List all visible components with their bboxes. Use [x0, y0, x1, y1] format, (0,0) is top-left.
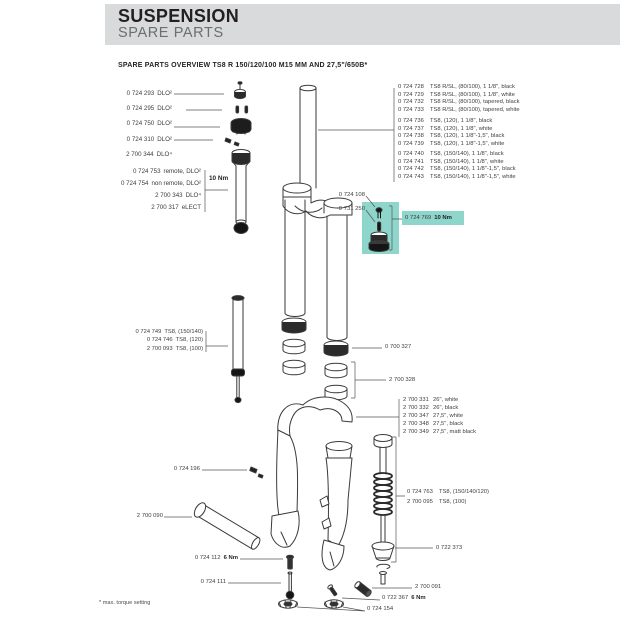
part-desc: eLECT: [181, 204, 201, 211]
part-row: [407, 488, 489, 498]
ring-left-2: [283, 360, 305, 375]
part-number: 0 724 293: [126, 90, 155, 97]
part-number: 0 724 295: [126, 105, 155, 113]
part-number: 0 724 732: [398, 99, 424, 106]
part-desc: TS8, (150/140), 1 1/8"-1,5", white: [430, 173, 516, 180]
flange-nut-right: [325, 600, 344, 608]
label-group-steerer-120: [398, 118, 504, 148]
part-desc: TS8 R/SL, (80/100), 1 1/8", black: [430, 84, 515, 90]
part-row: [403, 420, 476, 428]
part-desc: non remote, DLO²: [151, 180, 201, 187]
part-desc: TS8, (100): [439, 498, 467, 505]
page-subtitle: SPARE PARTS: [118, 25, 224, 41]
part-desc: DLO²: [157, 105, 172, 113]
part-row: [112, 147, 172, 162]
part-desc: remote, DLO²: [163, 168, 201, 175]
page-title: SUSPENSION: [118, 6, 240, 26]
stanchion-right: [327, 216, 347, 341]
stanchion-left: [285, 200, 305, 317]
damper-cartridge: [232, 296, 245, 403]
label-seal-top: 0 700 327: [385, 344, 412, 350]
part-number: 0 724 750: [126, 120, 155, 128]
part-number: 0 724 741: [398, 158, 424, 165]
dust-seal-right: [324, 341, 348, 356]
highlighted-part-label: [402, 211, 464, 225]
label-group-lowers: [403, 396, 476, 436]
label-group-remote: [105, 166, 201, 214]
lowers-casting: [271, 397, 352, 570]
part-number: 2 700 344: [126, 150, 154, 158]
label-cone: 0 722 373: [436, 545, 463, 551]
label-group-spring: [407, 488, 489, 507]
label-112: [178, 555, 238, 562]
label-group-cartridge: [115, 328, 203, 353]
part-desc: 27,5", black: [433, 421, 464, 427]
part-row: [398, 141, 504, 149]
part-desc: DLO⁴: [185, 192, 201, 199]
part-desc: TS8 R/SL, (80/100), tapered, black: [430, 99, 520, 106]
grub-screws: [225, 138, 239, 146]
small-bolt-367: [327, 584, 338, 596]
part-row: [398, 133, 504, 141]
part-number: 0 724 753: [132, 168, 161, 175]
label-crown-pin: 0 731 250: [338, 206, 365, 212]
part-desc: DLO²: [157, 135, 172, 143]
label-111: 0 724 111: [200, 579, 226, 585]
torque-label-10nm: 10 Nm: [209, 175, 229, 182]
part-number: 2 700 093: [146, 345, 173, 352]
part-row: [105, 178, 201, 190]
label-196: 0 724 196: [173, 466, 200, 472]
part-number: 2 700 317: [151, 204, 179, 211]
part-row: [398, 151, 516, 159]
rebound-rod: [286, 572, 294, 599]
torque-value: 10 Nm: [434, 215, 452, 221]
part-number: 0 724 736: [398, 118, 424, 124]
part-row: [105, 190, 201, 202]
part-number: 0 724 738: [398, 133, 424, 140]
section-heading: SPARE PARTS OVERVIEW TS8 R 150/120/100 M15 MM AND 27,5"/650B*: [118, 62, 368, 69]
adjuster-knob: [231, 119, 251, 135]
part-number: 2 700 095: [407, 498, 433, 505]
part-row: [398, 92, 520, 100]
label-group-steerer-80: [398, 84, 520, 114]
part-number: 0 724 769: [405, 215, 432, 221]
pin-set: [236, 106, 248, 113]
part-number: 0 724 729: [398, 91, 424, 98]
part-number: 0 724 728: [398, 84, 424, 90]
label-axle: 2 700 090: [136, 513, 163, 519]
label-367: [382, 595, 426, 602]
thru-axle: [192, 501, 262, 552]
part-row: [398, 84, 520, 92]
torque-footnote: * max. torque setting: [99, 600, 151, 606]
part-desc: TS8, (120), 1 1/8", black: [430, 118, 493, 124]
part-row: [112, 132, 172, 147]
part-row: [105, 202, 201, 214]
label-group-damper-top: [112, 86, 172, 162]
part-row: [398, 166, 516, 174]
part-desc: TS8, (150/140), 1 1/8"-1,5", black: [430, 166, 516, 173]
ring-left-1: [283, 339, 305, 354]
part-desc: TS8, (150/140/120): [439, 489, 489, 495]
screws-196: [250, 467, 263, 478]
part-number: 0 724 310: [126, 135, 155, 143]
part-number: 0 724 112: [194, 555, 221, 561]
part-row: [398, 126, 504, 134]
part-desc: TS8, (120), 1 1/8", white: [430, 125, 493, 132]
part-number: 0 724 754: [120, 180, 149, 187]
part-row: [398, 107, 520, 115]
part-desc: TS8 R/SL, (80/100), 1 1/8", white: [430, 91, 515, 98]
part-desc: TS8, (150/140), 1 1/8", black: [430, 151, 504, 157]
flange-nut-left: [279, 600, 298, 608]
part-row: [398, 159, 516, 167]
part-number: 2 700 343: [155, 192, 183, 199]
part-number: 0 724 743: [398, 173, 424, 180]
part-number: 0 724 739: [398, 140, 424, 147]
part-desc: TS8, (120), 1 1/8"-1,5", white: [430, 140, 505, 147]
part-desc: TS8 R/SL, (80/100), tapered, white: [430, 106, 520, 113]
part-number: 0 724 737: [398, 125, 424, 132]
part-row: [403, 404, 476, 412]
part-desc: TS8, (120): [175, 337, 203, 344]
part-number: 0 722 367: [382, 595, 409, 601]
part-number: 2 700 347: [403, 413, 429, 419]
part-row: [398, 99, 520, 107]
part-number: 2 700 349: [403, 429, 429, 435]
part-row: [403, 412, 476, 420]
foot-bolt: [287, 555, 294, 569]
part-desc: 27,5", matt black: [433, 429, 476, 435]
star-nut-bolt: [235, 82, 246, 99]
part-row: [112, 101, 172, 116]
remote-damper-unit: [232, 150, 250, 234]
part-row: [105, 166, 201, 178]
spring-assembly: [372, 435, 394, 585]
part-desc: DLO²: [157, 120, 172, 128]
steerer-tube: [300, 85, 316, 188]
part-row: [403, 428, 476, 436]
part-desc: TS8, (150/140): [164, 329, 203, 335]
part-desc: DLO²: [157, 90, 172, 97]
part-row: [112, 116, 172, 131]
part-number: 0 724 749: [135, 329, 162, 335]
part-number: 2 700 332: [403, 405, 429, 411]
dust-seal-left: [282, 318, 306, 333]
part-number: 0 724 746: [146, 337, 173, 344]
ring-right-1: [325, 363, 347, 378]
torque-value: 6 Nm: [411, 595, 426, 601]
label-valve: 2 700 091: [415, 584, 442, 590]
torque-value: 6 Nm: [223, 555, 238, 561]
part-number: 2 700 348: [403, 421, 429, 427]
part-row: [398, 118, 504, 126]
part-row: [407, 498, 489, 508]
label-nut: 0 724 154: [367, 606, 394, 612]
part-row: [115, 345, 203, 353]
part-desc: TS8, (100): [175, 345, 203, 352]
part-desc: 27,5", white: [433, 413, 464, 419]
part-row: [112, 86, 172, 101]
retainer-clip: [377, 564, 390, 568]
label-crown-bolt: 0 724 108: [338, 192, 365, 198]
part-desc: DLO⁴: [156, 150, 172, 158]
label-group-steerer-150: [398, 151, 516, 181]
label-seal-set: 2 700 328: [389, 377, 416, 383]
valve-part-091: [354, 581, 372, 598]
part-number: 0 724 742: [398, 166, 424, 173]
part-number: 0 724 733: [398, 106, 424, 113]
part-desc: 26", white: [433, 397, 459, 403]
part-number: 0 724 763: [407, 489, 433, 495]
part-row: [115, 336, 203, 344]
part-row: [403, 396, 476, 404]
part-row: [398, 174, 516, 182]
part-number: 2 700 331: [403, 397, 429, 403]
part-number: 0 724 740: [398, 151, 424, 157]
part-row: [115, 328, 203, 336]
part-desc: 26", black: [433, 405, 459, 411]
part-desc: TS8, (120), 1 1/8"-1,5", black: [430, 133, 505, 140]
part-desc: TS8, (150/140), 1 1/8", white: [430, 158, 504, 165]
